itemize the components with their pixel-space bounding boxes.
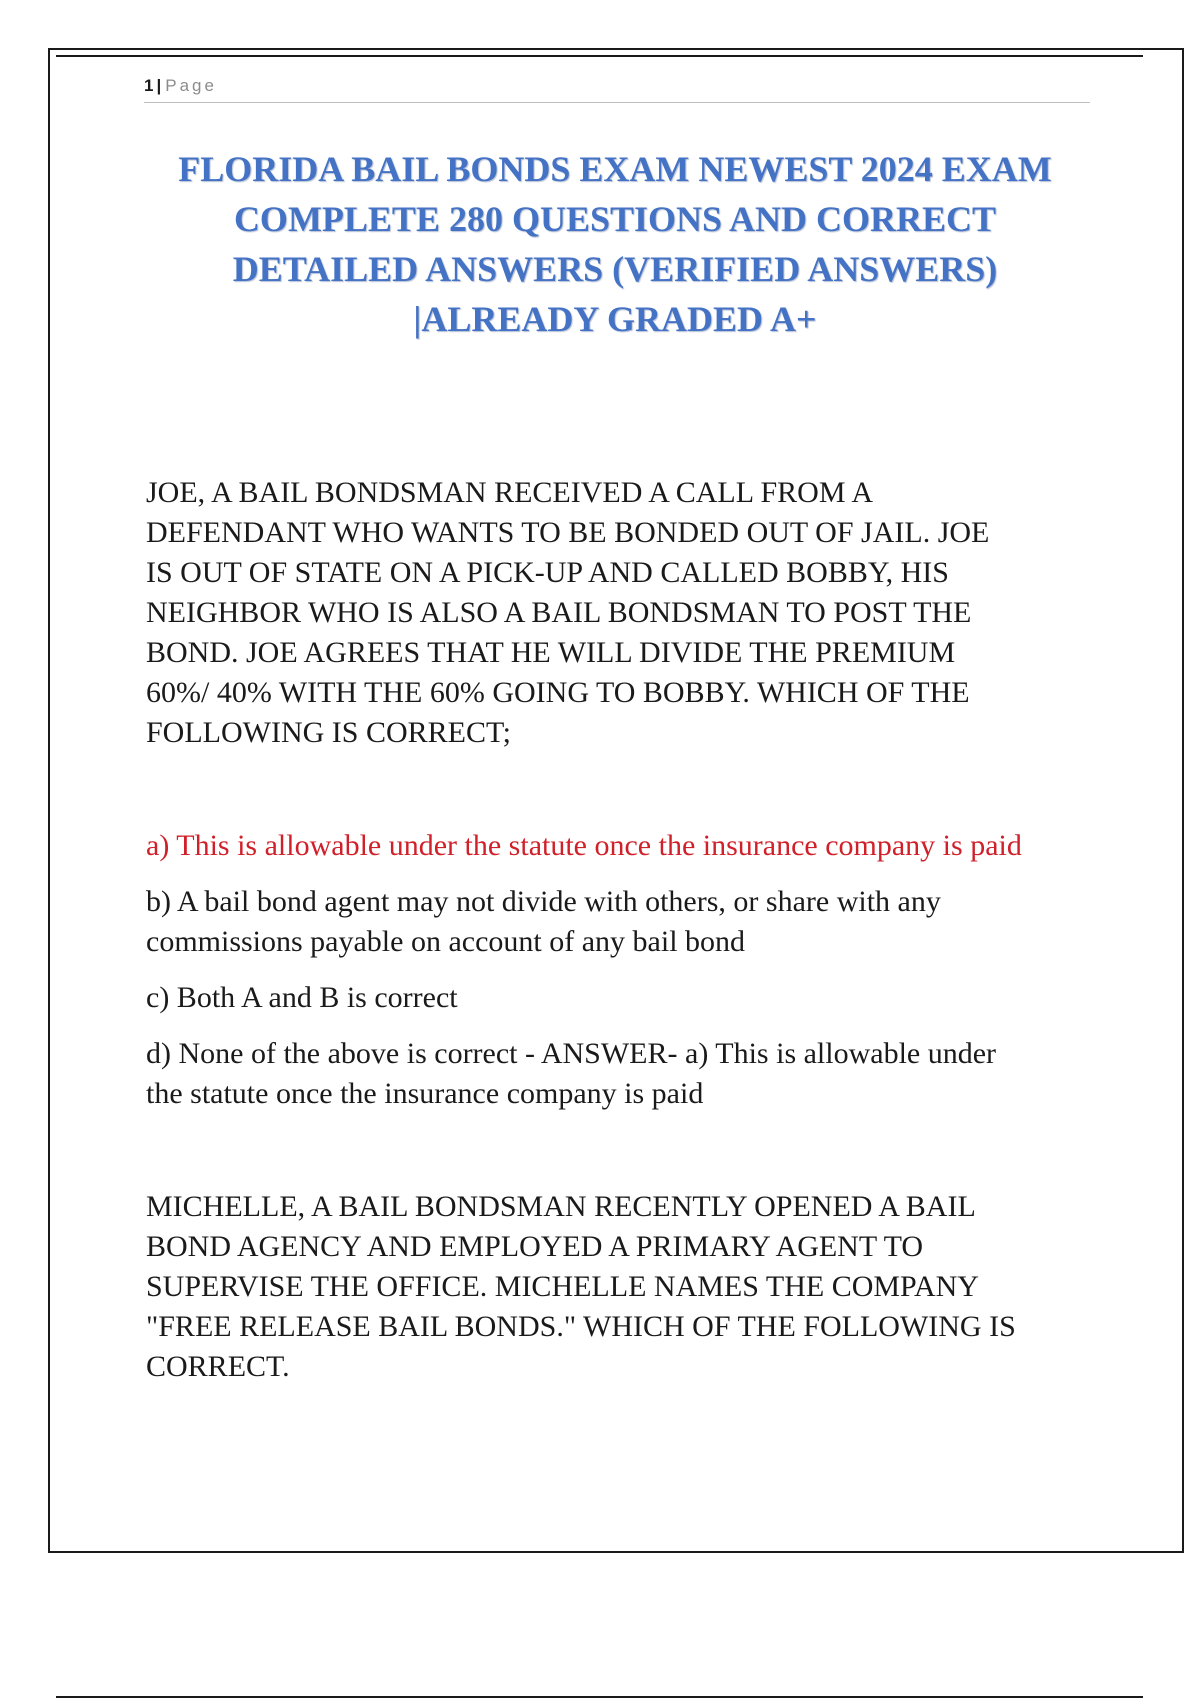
title-line: FLORIDA BAIL BONDS EXAM NEWEST 2024 EXAM	[178, 149, 1052, 189]
question-1-text	[146, 473, 1091, 753]
option-b-line: b) A bail bond agent may not divide with others, or share with any	[146, 885, 941, 918]
option-c-text: c) Both A and B is correct	[146, 981, 458, 1014]
question-line: CORRECT.	[146, 1350, 290, 1383]
page-header	[144, 74, 1090, 103]
question-line: BOND AGENCY AND EMPLOYED A PRIMARY AGENT TO	[146, 1230, 924, 1263]
question-1-option-a	[146, 826, 1091, 866]
question-line: BOND. JOE AGREES THAT HE WILL DIVIDE THE PREMIUM	[146, 636, 956, 669]
question-line: NEIGHBOR WHO IS ALSO A BAIL BONDSMAN TO POST THE	[146, 596, 972, 629]
title-line: DETAILED ANSWERS (VERIFIED ANSWERS)	[232, 249, 998, 289]
option-a-text: a) This is allowable under the statute once the insurance company is paid	[146, 829, 1022, 862]
question-line: IS OUT OF STATE ON A PICK-UP AND CALLED BOBBY, HIS	[146, 556, 949, 589]
question-line: JOE, A BAIL BONDSMAN RECEIVED A CALL FROM A	[146, 476, 874, 509]
question-line: MICHELLE, A BAIL BONDSMAN RECENTLY OPENED A BAIL	[146, 1190, 976, 1223]
title-line: |ALREADY GRADED A+	[413, 299, 817, 339]
question-line: FOLLOWING IS CORRECT;	[146, 716, 512, 749]
option-d-line: the statute once the insurance company is paid	[146, 1077, 704, 1110]
question-1-option-d	[146, 1034, 1091, 1114]
title-line: COMPLETE 280 QUESTIONS AND CORRECT	[233, 199, 997, 239]
page-separator: |	[156, 76, 162, 95]
question-1-option-c	[146, 978, 1091, 1018]
document-title	[150, 144, 1080, 344]
question-line: DEFENDANT WHO WANTS TO BE BONDED OUT OF JAIL. JOE	[146, 516, 990, 549]
question-line: SUPERVISE THE OFFICE. MICHELLE NAMES THE COMPANY	[146, 1270, 979, 1303]
page-number: 1	[144, 76, 154, 95]
question-line: 60%/ 40% WITH THE 60% GOING TO BOBBY. WHICH OF THE	[146, 676, 970, 709]
bottom-rule	[56, 1696, 1143, 1698]
question-1-option-b	[146, 882, 1091, 962]
option-d-line: d) None of the above is correct - ANSWER- a) This is allowable under	[146, 1037, 997, 1070]
question-line: "FREE RELEASE BAIL BONDS." WHICH OF THE FOLLOWING IS	[146, 1310, 1016, 1343]
question-2-text	[146, 1187, 1091, 1387]
page-label: Page	[165, 76, 217, 95]
option-b-line: commissions payable on account of any bail bond	[146, 925, 746, 958]
